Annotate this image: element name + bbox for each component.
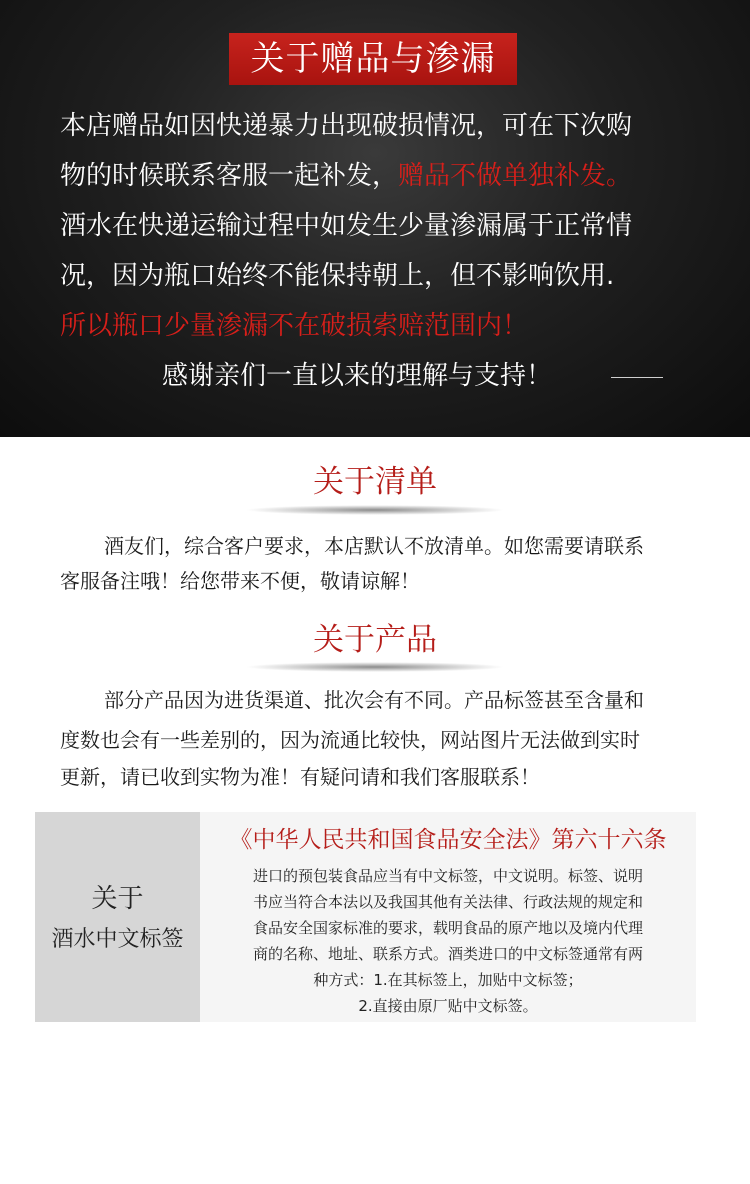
law-line-5: 种方式：1.在其标签上，加贴中文标签； bbox=[313, 971, 583, 989]
label-law-box bbox=[35, 812, 696, 1022]
gift-line-2 bbox=[60, 150, 700, 202]
list-line-2: 客服备注哦！给您带来不便，敬请谅解！ bbox=[60, 569, 420, 593]
product-line-3: 更新，请已收到实物为准！有疑问请和我们客服联系！ bbox=[60, 765, 540, 789]
law-line-4: 商的名称、地址、联系方式。酒类进口的中文标签通常有两 bbox=[252, 945, 643, 963]
law-line-1: 进口的预包装食品应当有中文标签，中文说明。标签、说明 bbox=[252, 867, 643, 885]
gift-line-4: 况，因为瓶口始终不能保持朝上，但不影响饮用. bbox=[60, 261, 615, 291]
product-heading-underline bbox=[245, 662, 505, 672]
gift-line-1: 本店赠品如因快递暴力出现破损情况，可在下次购 bbox=[60, 111, 633, 141]
law-title: 《中华人民共和国食品安全法》第六十六条 bbox=[229, 827, 667, 853]
list-heading-underline bbox=[245, 505, 505, 515]
law-line-2: 书应当符合本法以及我国其他有关法律、行政法规的规定和 bbox=[252, 893, 643, 911]
gift-line-2-normal: 物的时候联系客服一起补发， bbox=[60, 161, 399, 191]
product-line-1: 部分产品因为进货渠道、批次会有不同。产品标签甚至含量和 bbox=[104, 688, 644, 712]
list-section-heading: 关于清单 bbox=[313, 464, 437, 500]
product-section-heading: 关于产品 bbox=[313, 622, 437, 658]
thanks-divider bbox=[611, 377, 663, 378]
thanks-text: 感谢亲们一直以来的理解与支持！ bbox=[162, 361, 553, 391]
gift-leakage-section bbox=[0, 0, 750, 437]
gift-line-3: 酒水在快递运输过程中如发生少量渗漏属于正常情 bbox=[60, 211, 633, 241]
law-line-6: 2.直接由原厂贴中文标签。 bbox=[358, 997, 538, 1015]
product-line-2: 度数也会有一些差别的，因为流通比较快，网站图片无法做到实时 bbox=[60, 728, 640, 752]
gift-line-5-warning: 所以瓶口少量渗漏不在破损索赔范围内！ bbox=[60, 311, 529, 341]
gift-line-2-red: 赠品不做单独补发。 bbox=[398, 161, 633, 191]
label-side-panel bbox=[35, 812, 200, 1022]
gift-section-title: 关于赠品与渗漏 bbox=[229, 33, 517, 85]
law-line-3: 食品安全国家标准的要求，载明食品的原产地以及境内代理 bbox=[252, 919, 643, 937]
label-side-line-2: 酒水中文标签 bbox=[51, 927, 184, 952]
label-side-line-1: 关于 bbox=[91, 884, 144, 914]
list-line-1: 酒友们，综合客户要求，本店默认不放清单。如您需要请联系 bbox=[104, 534, 644, 558]
